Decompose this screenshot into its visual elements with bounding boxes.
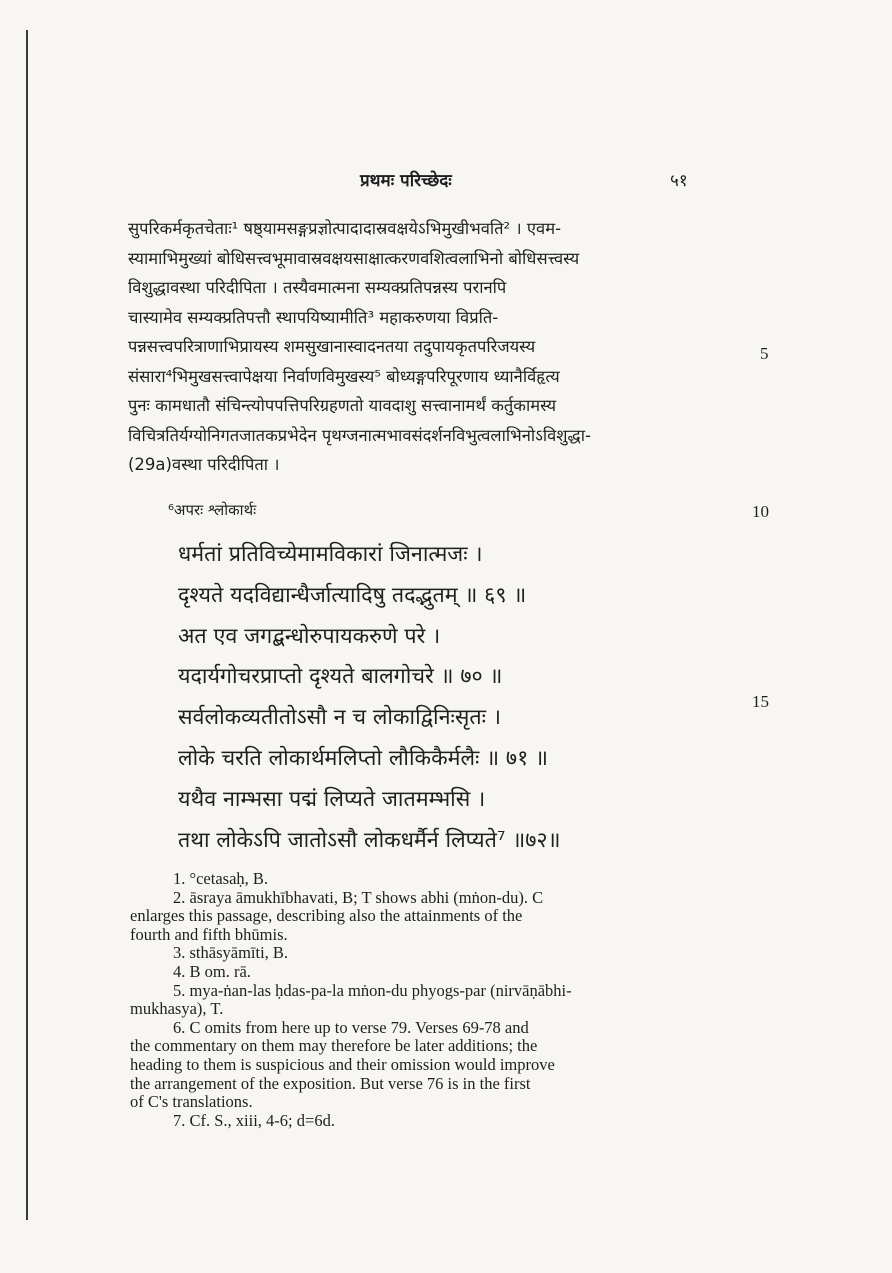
footnote-continuation: the commentary on them may therefore be later additions; the: [130, 1036, 538, 1056]
footnote-continuation: enlarges this passage, describing also the attainments of the: [130, 906, 523, 926]
footnote: 4. B om. rā.: [173, 961, 251, 981]
verse-block: [178, 535, 560, 861]
verse-heading: ⁶अपरः श्लोकार्थः: [168, 501, 257, 519]
verse-line: सर्वलोकव्यतीतोऽसौ न च लोकाद्विनिःसृतः ।: [178, 705, 501, 731]
verse-line: दृश्यते यदविद्यान्धैर्जात्यादिषु तदद्भुतम् ॥ ६९ ॥: [178, 582, 527, 608]
prose-line: (29a)वस्था परिदीपिता ।: [128, 455, 280, 474]
verse-line: तथा लोकेऽपि जातोऽसौ लोकधर्मैर्न लिप्यते⁷ ॥७२॥: [178, 827, 561, 853]
footnote-continuation: mukhasya), T.: [130, 999, 224, 1019]
line-number: 10: [752, 502, 769, 521]
prose-line: विशुद्धावस्था परिदीपिता । तस्यैवमात्मना सम्यक्प्रतिपन्नस्य परानपि: [128, 278, 507, 297]
prose-line: पन्नसत्त्वपरित्राणाभिप्रायस्य शमसुखानास्वादनतया तदुपायकृतपरिजयस्य: [128, 337, 536, 356]
prose-line: स्यामाभिमुख्यां बोधिसत्त्वभूमावास्रवक्षयसाक्षात्करणवशित्वलाभिनो बोधिसत्त्वस्य: [128, 248, 580, 268]
footnote-continuation: of C's translations.: [130, 1092, 253, 1112]
prose-line: विचित्रतिर्यग्योनिगतजातकप्रभेदेन पृथग्जनात्मभावसंदर्शनविभुत्वलाभिनोऽविशुद्धा-: [128, 425, 591, 445]
footnote-continuation: heading to them is suspicious and their omission would improve: [130, 1054, 555, 1074]
line-number: 5: [760, 344, 769, 363]
footnote: 7. Cf. S., xiii, 4-6; d=6d.: [173, 1110, 335, 1130]
footnote: 3. sthāsyāmīti, B.: [173, 943, 289, 963]
prose-line: पुनः कामधातौ संचिन्त्योपपत्तिपरिग्रहणतो यावदाशु सत्त्वानामर्थं कर्तुकामस्य: [128, 396, 557, 415]
verse-line: धर्मतां प्रतिविच्येमामविकारां जिनात्मजः ।: [178, 542, 483, 567]
footnote-continuation: the arrangement of the exposition. But verse 76 is in the first: [130, 1073, 531, 1093]
prose-line: संसारा⁴भिमुखसत्त्वापेक्षया निर्वाणविमुखस्य⁵ बोध्यङ्गपरिपूरणाय ध्यानैर्विहृत्य: [128, 366, 560, 386]
page-binding-edge: [26, 30, 28, 1220]
verse-line: लोके चरति लोकार्थमलिप्तो लौकिकैर्मलैः ॥ ७१ ॥: [178, 745, 548, 771]
verse-line: अत एव जगद्बन्धोरुपायकरुणे परे ।: [178, 623, 441, 649]
chapter-title: प्रथमः परिच्छेदः: [360, 171, 452, 191]
page-number: ५१: [670, 171, 688, 191]
footnote: 5. mya-ṅan-las ḥdas-pa-la mṅon-du phyogs-par (nirvāṇābhi-: [173, 980, 572, 1000]
footnote: 6. C omits from here up to verse 79. Verses 69-78 and: [173, 1017, 529, 1037]
prose-line: चास्यामेव सम्यक्प्रतिपत्तौ स्थापयिष्यामीति³ महाकरुणया विप्रति-: [128, 307, 499, 327]
line-number: 15: [752, 692, 769, 711]
commentary-prose: [128, 214, 702, 480]
verse-line: यदार्यगोचरप्राप्तो दृश्यते बालगोचरे ॥ ७० ॥: [178, 664, 503, 690]
footnote: 1. °cetasaḥ, B.: [173, 869, 269, 888]
footnotes: [130, 870, 700, 1130]
footnote: 2. āsraya āmukhībhavati, B; T shows abhi (mṅon-du). C: [173, 887, 544, 907]
prose-line: सुपरिकर्मकृतचेताः¹ षष्ठ्यामसङ्गप्रज्ञोत्पादादास्रवक्षयेऽभिमुखीभवति² । एवम-: [128, 219, 562, 238]
verse-line: यथैव नाम्भसा पद्मं लिप्यते जातमम्भसि ।: [178, 786, 486, 812]
footnote-continuation: fourth and fifth bhūmis.: [130, 924, 288, 944]
